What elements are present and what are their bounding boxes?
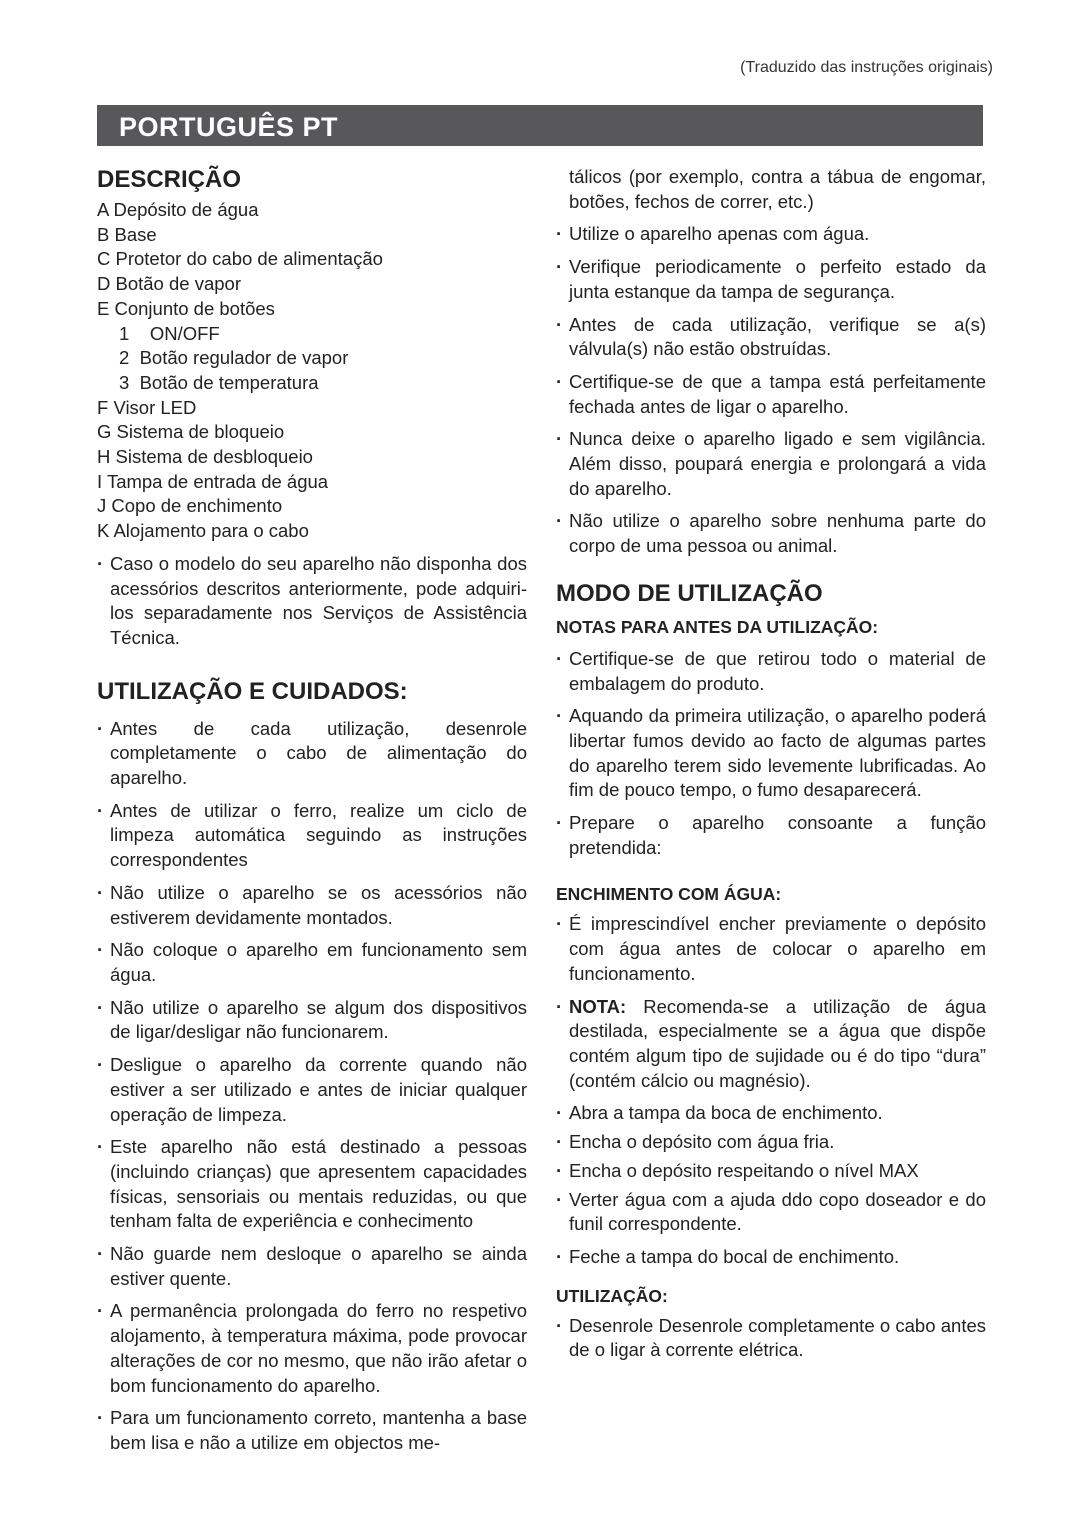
filling-list [556, 912, 986, 1269]
filling-item: · Abra a tampa da boca de enchimento. [556, 1101, 986, 1126]
part-item: G Sistema de bloqueio [97, 421, 285, 443]
usage-item-continued: tálicos (por exemplo, contra a tábua de engomar, botões, fechos de correr, etc.) [569, 166, 986, 212]
use-heading: UTILIZAÇÃO: [556, 1285, 668, 1306]
part-item: A Depósito de água [97, 199, 259, 220]
use-list [556, 1314, 986, 1363]
left-column [97, 165, 527, 1464]
usage-item: · Não guarde nem desloque o aparelho se ainda estiver quente. [97, 1242, 527, 1291]
usage-continued-list [556, 165, 986, 559]
usage-item: · Antes de cada utilização, desenrole completamente o cabo de alimentação do aparelho. [97, 717, 527, 791]
usage-heading: UTILIZAÇÃO E CUIDADOS: [97, 677, 408, 705]
part-item: B Base [97, 223, 157, 245]
description-heading: DESCRIÇÃO [97, 166, 242, 193]
notes-list [556, 647, 986, 861]
usage-item: · Não utilize o aparelho se algum dos dispositivos de ligar/desligar não funcionarem. [97, 996, 527, 1045]
usage-item: · Não utilize o aparelho sobre nenhuma parte do corpo de uma pessoa ou animal. [556, 509, 986, 558]
usage-item: · Verifique periodicamente o perfeito estado da junta estanque da tampa de segurança. [556, 255, 986, 304]
usage-list [97, 717, 527, 1456]
note-label: NOTA: [569, 995, 627, 1017]
part-item: K Alojamento para o cabo [97, 520, 309, 542]
filling-heading: ENCHIMENTO COM ÁGUA: [556, 884, 782, 905]
note-item: · Aquando da primeira utilização, o aparelho poderá libertar fumos devido ao facto de algumas partes do aparelho terem sido levemente lubrificadas. Ao fim de pouco tempo, o fumo desaparecerá. [556, 704, 986, 803]
part-subitem: 3 Botão de temperatura [119, 371, 319, 393]
note-item: · Certifique-se de que retirou todo o material de embalagem do produto. [556, 647, 986, 696]
language-bar: PORTUGUÊS PT [97, 105, 983, 146]
usage-item: · Antes de cada utilização, verifique se a(s) válvula(s) não estão obstruídas. [556, 313, 986, 362]
part-subitem: 2 Botão regulador de vapor [119, 347, 349, 369]
note-text: Recomenda-se a utilização de água destilada, especialmente se a água que dispõe contém algum tipo de sujidade ou é do tipo “dura” (contém cálcio ou magnésio). [569, 995, 986, 1091]
filling-item: · Encha o depósito com água fria. [556, 1130, 986, 1155]
usage-item: · Este aparelho não está destinado a pessoas (incluindo crianças) que apresentem capacidades físicas, sensoriais ou mentais reduzidas, ou que tenham falta de experiência e conhecimento [97, 1135, 527, 1234]
filling-item: · É imprescindível encher previamente o depósito com água antes de colocar o aparelho em funcionamento. [556, 912, 986, 986]
description-note: · Caso o modelo do seu aparelho não disponha dos acessórios descritos anteriormente, pode adquiri-los separadamente nos Serviços de Assistência Técnica. [97, 552, 527, 651]
usage-item: · Antes de utilizar o ferro, realize um ciclo de limpeza automática seguindo as instruções correspondentes [97, 799, 527, 873]
part-item: D Botão de vapor [97, 273, 241, 295]
usage-item: · Desligue o aparelho da corrente quando não estiver a ser utilizado e antes de iniciar qualquer operação de limpeza. [97, 1053, 527, 1127]
part-item: C Protetor do cabo de alimentação [97, 248, 383, 270]
right-column [556, 165, 986, 1371]
use-item: · Desenrole Desenrole completamente o cabo antes de o ligar à corrente elétrica. [556, 1314, 986, 1363]
filling-note [556, 995, 986, 1094]
description-note-list [97, 552, 527, 651]
usage-item: · Nunca deixe o aparelho ligado e sem vigilância. Além disso, poupará energia e prolongará a vida do aparelho. [556, 427, 986, 501]
usage-item: · Utilize o aparelho apenas com água. [556, 222, 986, 247]
filling-item: · Feche a tampa do bocal de enchimento. [556, 1245, 986, 1270]
mode-heading: MODO DE UTILIZAÇÃO [556, 579, 823, 607]
filling-item: · Verter água com a ajuda ddo copo doseador e do funil correspondente. [556, 1188, 986, 1237]
part-item: I Tampa de entrada de água [97, 470, 329, 492]
usage-item: · Não coloque o aparelho em funcionamento sem água. [97, 938, 527, 987]
note-item: · Prepare o aparelho consoante a função pretendida: [556, 811, 986, 860]
notes-heading: NOTAS PARA ANTES DA UTILIZAÇÃO: [556, 616, 879, 637]
part-item: E Conjunto de botões [97, 297, 275, 319]
part-item: F Visor LED [97, 396, 197, 418]
part-item: J Copo de enchimento [97, 495, 283, 517]
usage-item: · Não utilize o aparelho se os acessórios não estiverem devidamente montados. [97, 881, 527, 930]
usage-item: · Para um funcionamento correto, mantenha a base bem lisa e não a utilize em objectos me- [97, 1406, 527, 1455]
part-subitem: 1 ON/OFF [119, 322, 220, 344]
filling-item: · Encha o depósito respeitando o nível MAX [556, 1159, 986, 1184]
translation-note: (Traduzido das instruções originais) [740, 59, 993, 76]
usage-item: · A permanência prolongada do ferro no respetivo alojamento, à temperatura máxima, pode provocar alterações de cor no mesmo, que não irão afetar o bom funcionamento do aparelho. [97, 1299, 527, 1398]
usage-item: · Certifique-se de que a tampa está perfeitamente fechada antes de ligar o aparelho. [556, 370, 986, 419]
part-item: H Sistema de desbloqueio [97, 446, 313, 468]
parts-list [97, 198, 527, 544]
